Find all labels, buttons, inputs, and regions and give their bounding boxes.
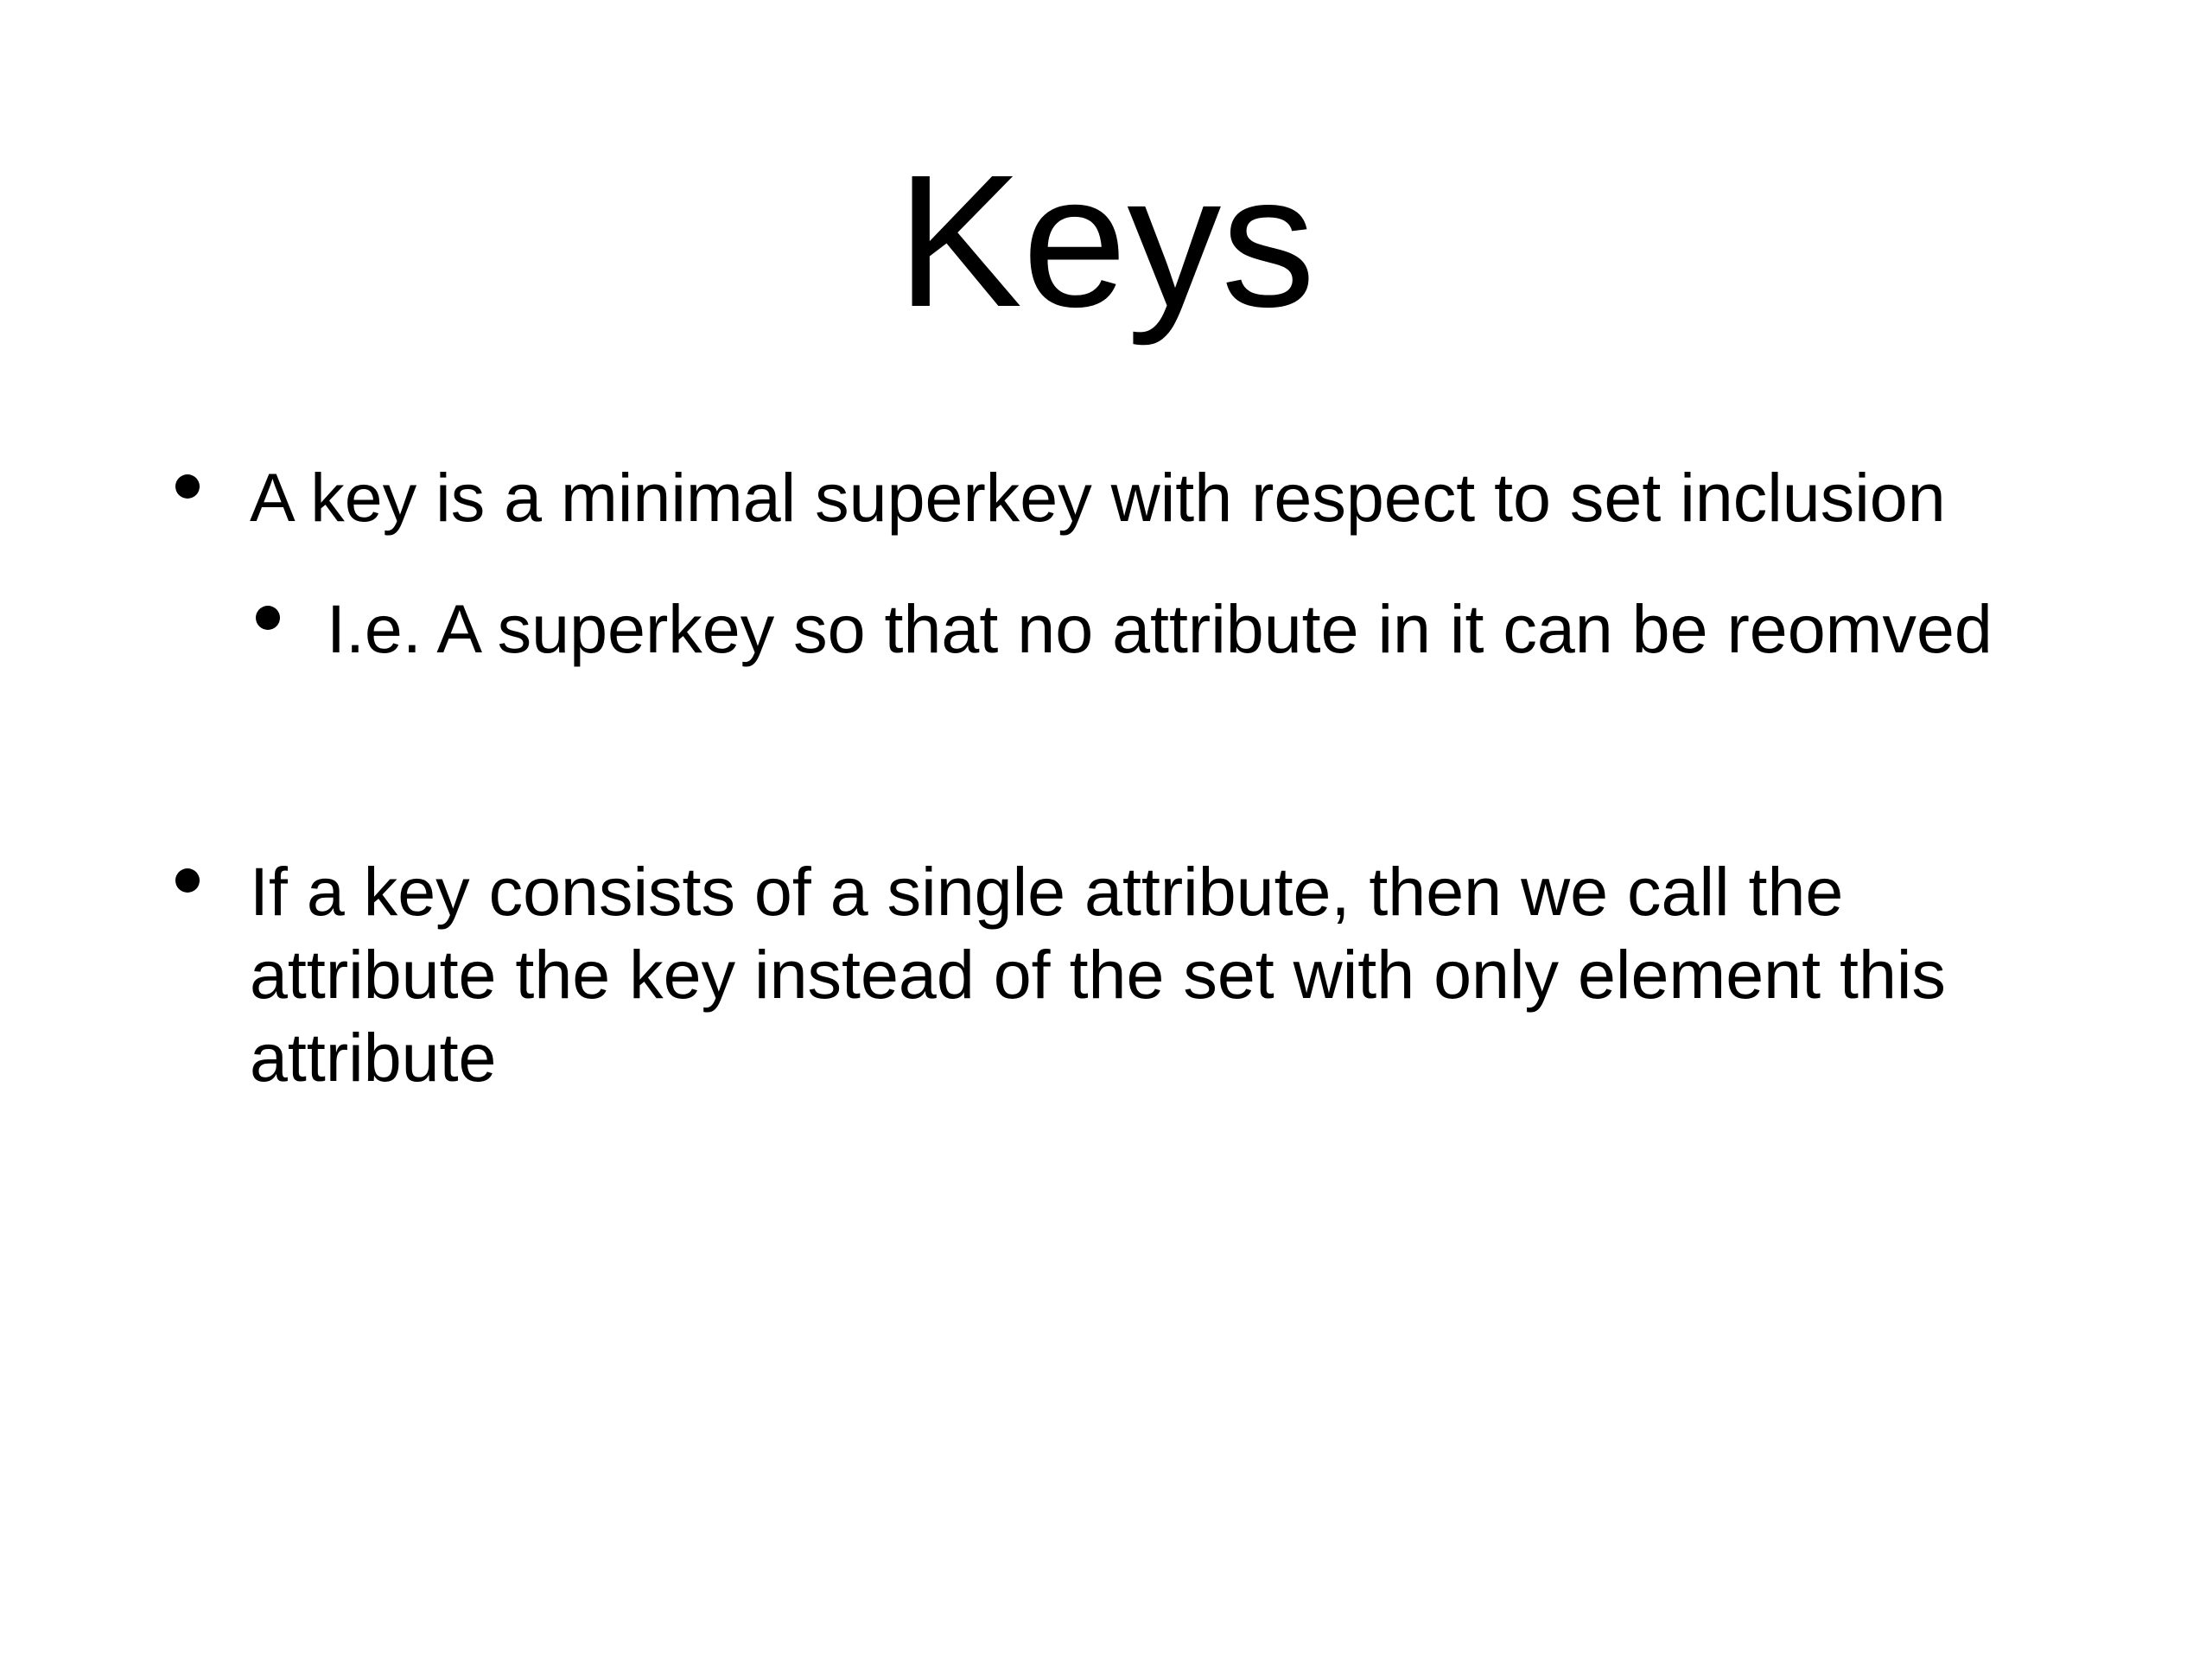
bullet-dot-icon [175, 474, 200, 499]
bullet-text-line: attribute the key instead of the set with only element this [250, 936, 1946, 1013]
bullet-text-line: attribute [250, 1019, 497, 1096]
sub-bullet-dot-icon [256, 606, 280, 630]
sub-bullet-text: I.e. A superkey so that no attribute in it can be reomved [327, 590, 1993, 667]
bullet-text-line: If a key consists of a single attribute, then we call the [250, 853, 1844, 930]
bullet-text: A key is a minimal superkey with respect to set inclusion [250, 459, 1946, 536]
slide-title: Keys [896, 137, 1316, 346]
bullet-dot-icon [175, 868, 200, 893]
bullet-text [250, 850, 1946, 1099]
